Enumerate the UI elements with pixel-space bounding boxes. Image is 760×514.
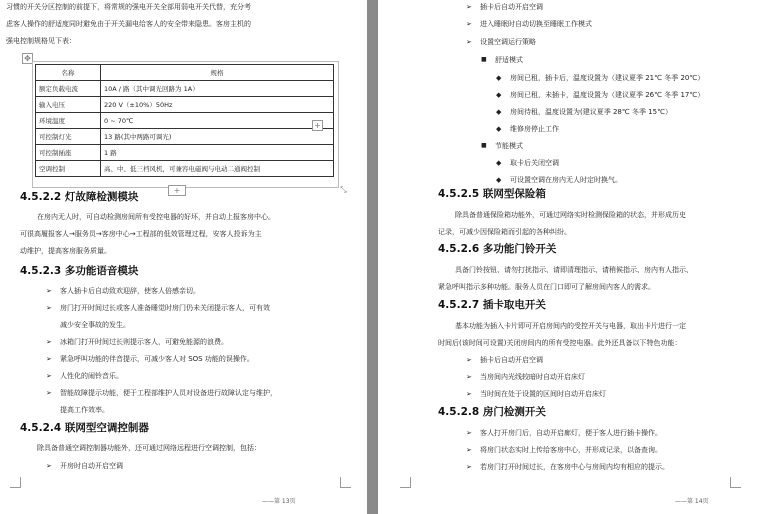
s523-item-6-cont: 提高工作效率。 <box>60 406 109 414</box>
arrow-bullet-icon: ➢ <box>46 304 52 312</box>
table-header-name: 名称 <box>36 65 101 81</box>
s524-item-1: 开房时自动开启空调 <box>60 462 123 470</box>
s526-line-1: 具备门铃按钮、请勿打扰指示、请即清理指示、请稍候指示、房内有人指示、 <box>455 266 693 274</box>
intro-line-3: 强电控制规格见下表： <box>6 37 76 45</box>
table-cell: 额定负载电流 <box>36 81 101 97</box>
arrow-bullet-icon: ➢ <box>466 38 472 46</box>
arrow-bullet-icon: ➢ <box>466 390 472 398</box>
arrow-bullet-icon: ➢ <box>466 3 472 11</box>
s527-item-2: 当房间内光线较暗时自动开启床灯 <box>480 373 585 381</box>
s525-line-1: 除具备普通保险箱功能外，可通过网络实时检测保险箱的状态，并形成历史 <box>455 211 686 219</box>
s523-item-1: 客人插卡后自动致欢迎辞，使客人倍感亲切。 <box>60 287 200 295</box>
table-cell: 环境温度 <box>36 113 101 129</box>
table-header-spec: 规格 <box>101 65 334 81</box>
table-move-handle-icon[interactable]: ✥ <box>22 53 33 64</box>
intro-line-1: 习惯的开关分区控制的前提下，将常规的强电开关全部用弱电开关代替，充分考 <box>6 3 251 11</box>
add-row-icon[interactable]: + <box>168 185 186 196</box>
arrow-bullet-icon: ➢ <box>46 372 52 380</box>
spec-table <box>35 64 334 177</box>
r-top-item-3: 设置空调运行策略 <box>480 38 536 46</box>
eco-mode-title: 节能模式 <box>495 142 523 150</box>
page-gap <box>367 0 378 514</box>
section-4-5-2-8-title: 4.5.2.8 房门检测开关 <box>438 406 546 418</box>
table-row <box>36 145 334 161</box>
table-cell: 1 路 <box>101 145 334 161</box>
comfort-item-1: 房间已租，插卡后，温度设置为（建议夏季 21℃ 冬季 20℃） <box>510 74 705 82</box>
s523-item-6: 智能故障提示功能，便于工程部维护人员对设备进行故障认定与维护， <box>60 389 277 397</box>
diamond-bullet-icon: ◆ <box>496 176 502 184</box>
diamond-bullet-icon: ◆ <box>496 74 502 82</box>
diamond-bullet-icon: ◆ <box>496 125 502 133</box>
arrow-bullet-icon: ➢ <box>46 287 52 295</box>
arrow-bullet-icon: ➢ <box>46 355 52 363</box>
margin-corner-mark <box>730 477 741 488</box>
s522-line-2: 可很高履报客人→服务员→客房中心→工程部的低效管理过程，安客人投诉为主 <box>20 230 262 238</box>
s528-item-3: 若房门打开时间过长，在客房中心与房间内均有相应的提示。 <box>480 463 669 471</box>
arrow-bullet-icon: ➢ <box>466 429 472 437</box>
s528-item-1: 客人打开房门后，自动开启廊灯，便于客人进行插卡操作。 <box>480 429 662 437</box>
section-4-5-2-6-title: 4.5.2.6 多功能门铃开关 <box>438 243 557 255</box>
arrow-bullet-icon: ➢ <box>466 356 472 364</box>
table-row <box>36 129 334 145</box>
table-cell: 空调控制 <box>36 161 101 177</box>
r-top-item-2: 进入睡眠时自动切换至睡眠工作模式 <box>480 20 592 28</box>
page-footer: ——第 14页 <box>675 498 709 505</box>
s527-item-3: 当时间在处于设置的区间时自动开启床灯 <box>480 390 606 398</box>
square-bullet-icon: ■ <box>481 142 487 149</box>
r-top-item-1: 插卡后自动开启空调 <box>480 3 543 11</box>
comfort-mode-title: 舒适模式 <box>495 56 523 64</box>
arrow-bullet-icon: ➢ <box>466 20 472 28</box>
table-row <box>36 113 334 129</box>
table-cell: 高、中、低三档风机，可兼容电磁阀与电动二通阀控制 <box>101 161 334 177</box>
s523-item-2-cont: 减少安全事故的发生。 <box>60 321 130 329</box>
s525-line-2: 记录，可减少因保险箱而引起的各种纠纷。 <box>438 228 571 236</box>
diamond-bullet-icon: ◆ <box>496 108 502 116</box>
s526-line-2: 紧急呼叫指示多种功能。服务人员在门口即可了解房间内客人的需求。 <box>438 283 655 291</box>
comfort-item-2: 房间已租，未插卡，温度设置为（建议夏季 26℃ 冬季 17℃） <box>510 91 705 99</box>
table-cell: 13 路(其中两路可调光) <box>101 129 334 145</box>
s523-item-5: 人性化的闹铃音乐。 <box>60 372 123 380</box>
s523-item-2: 房门打开时间过长或客人准备睡觉时房门仍未关闭提示客人，可有效 <box>60 304 270 312</box>
page-13 <box>0 0 367 514</box>
s524-body: 除具备普通空调控制器功能外，还可通过网络远程进行空调控制，包括： <box>37 444 261 452</box>
s527-line-2: 时间后(该时间可设置)关闭房间内的所有受控电器。此外还具备以下特色功能： <box>438 339 682 347</box>
comfort-item-3: 房间待租，温度设置为(建议夏季 28℃ 冬季 15℃） <box>510 108 672 116</box>
section-4-5-2-4-title: 4.5.2.4 联网型空调控制器 <box>20 422 149 434</box>
table-header-row <box>36 65 334 81</box>
table-cell: 可控制灯光 <box>36 129 101 145</box>
arrow-bullet-icon: ➢ <box>466 446 472 454</box>
diamond-bullet-icon: ◆ <box>496 159 502 167</box>
comfort-item-4: 维修房停止工作 <box>510 125 559 133</box>
table-cell: 10A / 路（其中调光回路为 1A） <box>101 81 334 97</box>
intro-line-2: 虑客人操作的舒适度同时避免由于开关漏电给客人的安全带来隐患。客房主机的 <box>6 20 251 28</box>
arrow-bullet-icon: ➢ <box>466 463 472 471</box>
table-cell: 输入电压 <box>36 97 101 113</box>
section-4-5-2-7-title: 4.5.2.7 插卡取电开关 <box>438 299 546 311</box>
margin-corner-mark <box>340 477 351 488</box>
square-bullet-icon: ■ <box>481 56 487 63</box>
section-4-5-2-5-title: 4.5.2.5 联网型保险箱 <box>438 188 546 200</box>
table-cell: 220 V（±10%）50Hz <box>101 97 334 113</box>
table-row <box>36 81 334 97</box>
arrow-bullet-icon: ➢ <box>466 373 472 381</box>
page-14 <box>378 0 760 514</box>
add-column-icon[interactable]: + <box>312 120 323 131</box>
s523-item-3: 冰箱门打开时间过长则提示客人，可避免能源的浪费。 <box>60 338 228 346</box>
margin-corner-mark <box>10 477 21 488</box>
arrow-bullet-icon: ➢ <box>46 462 52 470</box>
table-cell: 0 ~ 70℃ <box>101 113 334 129</box>
table-cell: 可控制插座 <box>36 145 101 161</box>
arrow-bullet-icon: ➢ <box>46 389 52 397</box>
s522-line-1: 在房内无人时，可自动检测房间所有受控电器的好坏，并自动上报客房中心。 <box>37 213 275 221</box>
s523-item-4: 紧急呼叫功能的伴音提示，可减少客人对 SOS 功能的误操作。 <box>60 355 254 363</box>
diamond-bullet-icon: ◆ <box>496 91 502 99</box>
table-row <box>36 161 334 177</box>
s527-line-1: 基本功能为插入卡片即可开启房间内的受控开关与电器，取出卡片进行一定 <box>455 322 686 330</box>
s527-item-1: 插卡后自动开启空调 <box>480 356 543 364</box>
s522-line-3: 动维护，提高客房服务质量。 <box>20 247 111 255</box>
page-footer: ——第 13页 <box>262 498 296 505</box>
s528-item-2: 将房门状态实时上传给客房中心，并形成记录，以备查询。 <box>480 446 662 454</box>
margin-corner-mark <box>400 477 411 488</box>
table-resize-handle-icon[interactable]: ⤡ <box>340 185 347 194</box>
eco-item-2: 可设置空调在房内无人时定时换气。 <box>510 176 622 184</box>
eco-item-1: 取卡后关闭空调 <box>510 159 559 167</box>
table-row <box>36 97 334 113</box>
arrow-bullet-icon: ➢ <box>46 338 52 346</box>
section-4-5-2-2-title: 4.5.2.2 灯故障检测模块 <box>20 191 139 203</box>
section-4-5-2-3-title: 4.5.2.3 多功能语音模块 <box>20 265 139 277</box>
